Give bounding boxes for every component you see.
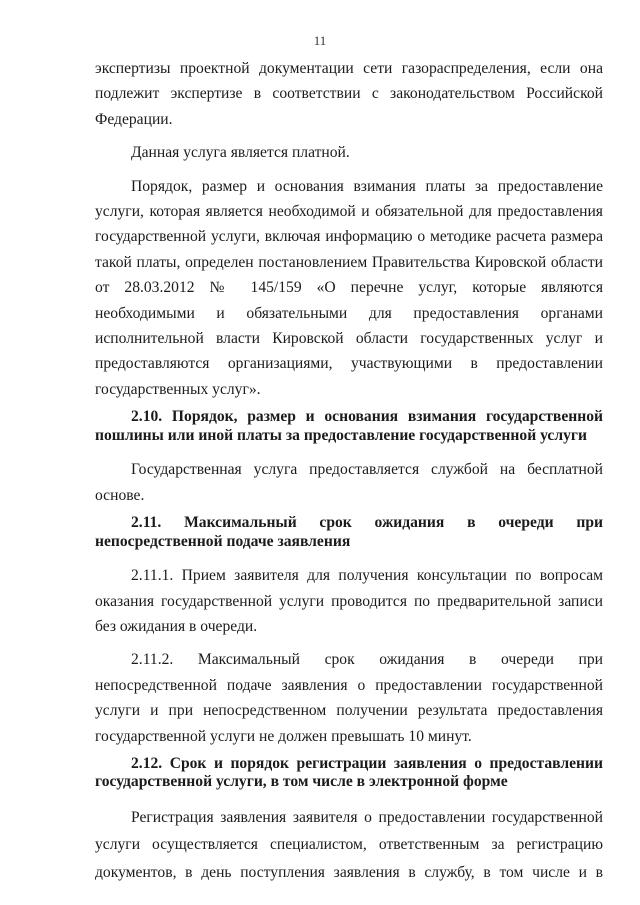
- paragraph-expertise-continuation: экспертизы проектной документации сети газораспределения, если она подлежит экспертизе в соответствии с законодательством Российской Федерации.: [95, 60, 603, 128]
- paragraph-registration: Регистрация заявления заявителя о предоставлении государственной услуги осуществляется специалистом, ответственным за регистрацию документов, в день поступления заявления в службу, в том числе и в: [95, 808, 603, 881]
- paragraph-2-11-1: 2.11.1. Прием заявителя для получения консультации по вопросам оказания государственной услуги проводится по предварительной записи без ожидания в очереди.: [95, 567, 603, 635]
- page-number: 11: [313, 33, 327, 48]
- paragraph-paid-service: Данная услуга является платной.: [131, 144, 350, 162]
- section-heading-2-12: 2.12. Срок и порядок регистрации заявления о предоставлении государственной услуги, в том числе в электронной форме: [95, 754, 603, 791]
- section-heading-2-11: 2.11. Максимальный срок ожидания в очереди при непосредственной подаче заявления: [95, 514, 603, 550]
- paragraph-2-11-2: 2.11.2. Максимальный срок ожидания в очереди при непосредственной подаче заявления о предоставлении государственной услуги и при непосредственном получении результата предоставления государственной услуги не должен превышать 10 минут.: [95, 651, 603, 745]
- section-heading-2-10: 2.10. Порядок, размер и основания взимания государственной пошлины или иной платы за предоставление государственной услуги: [95, 408, 603, 444]
- paragraph-payment-procedure: Порядок, размер и основания взимания платы за предоставление услуги, которая является необходимой и обязательной для предоставления государственной услуги, включая информацию о методике расчета размера такой платы, определен постановлением Правительства Кировской области от 28.03.2012 № 145/159 «О перечне услуг, которые являются необходимыми и обязательными для предоставления органами исполнительной власти Кировской области государственных услуг и предоставляются организациями, участвующими в предоставлении государственных услуг».: [95, 177, 603, 398]
- document-body: [95, 56, 603, 886]
- paragraph-free-service: Государственная услуга предоставляется службой на бесплатной основе.: [95, 461, 603, 504]
